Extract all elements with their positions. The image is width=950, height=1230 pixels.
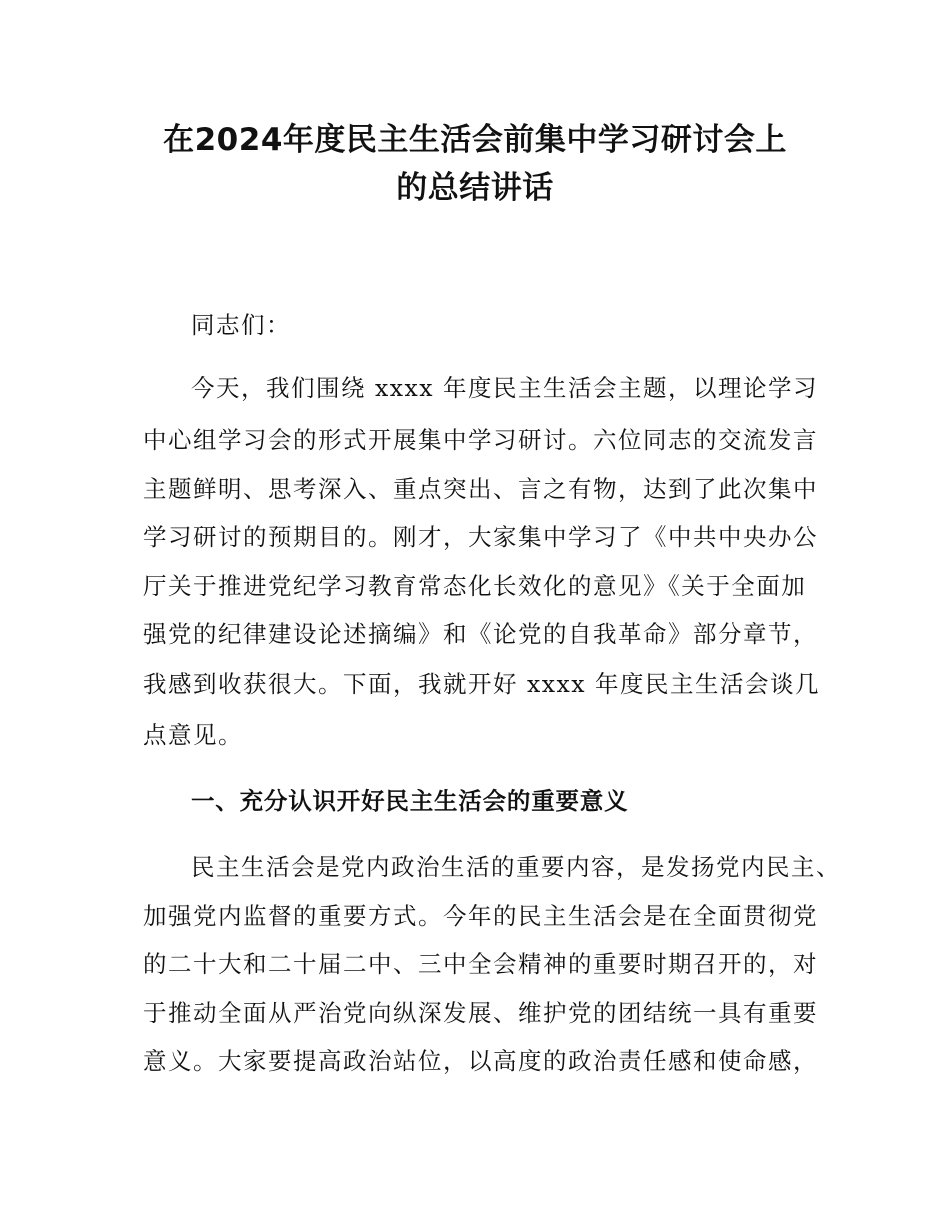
paragraph-1-line: 主题鲜明、思考深入、重点突出、言之有物，达到了此次集中 bbox=[143, 475, 818, 503]
paragraph-2-line: 加强党内监督的重要方式。今年的民主生活会是在全面贯彻党 bbox=[143, 902, 818, 930]
paragraph-1-line: 学习研讨的预期目的。刚才，大家集中学习了《中共中央办公 bbox=[143, 523, 818, 551]
paragraph-1-line: 我感到收获很大。下面，我就开好 xxxx 年度民主生活会谈几 bbox=[143, 670, 820, 698]
paragraph-2-line: 的二十大和二十届二中、三中全会精神的重要时期召开的，对 bbox=[143, 950, 818, 978]
document-title-line-2: 的总结讲话 bbox=[396, 170, 554, 206]
paragraph-1-line: 今天，我们围绕 xxxx 年度民主生活会主题，以理论学习 bbox=[191, 374, 818, 402]
section-1-heading: 一、充分认识开好民主生活会的重要意义 bbox=[191, 787, 629, 815]
document-title-line-1: 在2024年度民主生活会前集中学习研讨会上 bbox=[163, 122, 787, 158]
paragraph-2-line: 意义。大家要提高政治站位，以高度的政治责任感和使命感， bbox=[143, 1047, 818, 1075]
paragraph-1-line: 中心组学习会的形式开展集中学习研讨。六位同志的交流发言 bbox=[143, 426, 818, 454]
paragraph-2-line: 民主生活会是党内政治生活的重要内容，是发扬党内民主、 bbox=[191, 853, 841, 881]
paragraph-1-line: 强党的纪律建设论述摘编》和《论党的自我革命》部分章节， bbox=[143, 620, 818, 648]
salutation: 同志们： bbox=[191, 311, 291, 339]
paragraph-1-line: 点意见。 bbox=[143, 721, 243, 749]
paragraph-2-line: 于推动全面从严治党向纵深发展、维护党的团结统一具有重要 bbox=[143, 999, 818, 1027]
paragraph-1-line: 厅关于推进党纪学习教育常态化长效化的意见》《关于全面加 bbox=[143, 572, 807, 600]
